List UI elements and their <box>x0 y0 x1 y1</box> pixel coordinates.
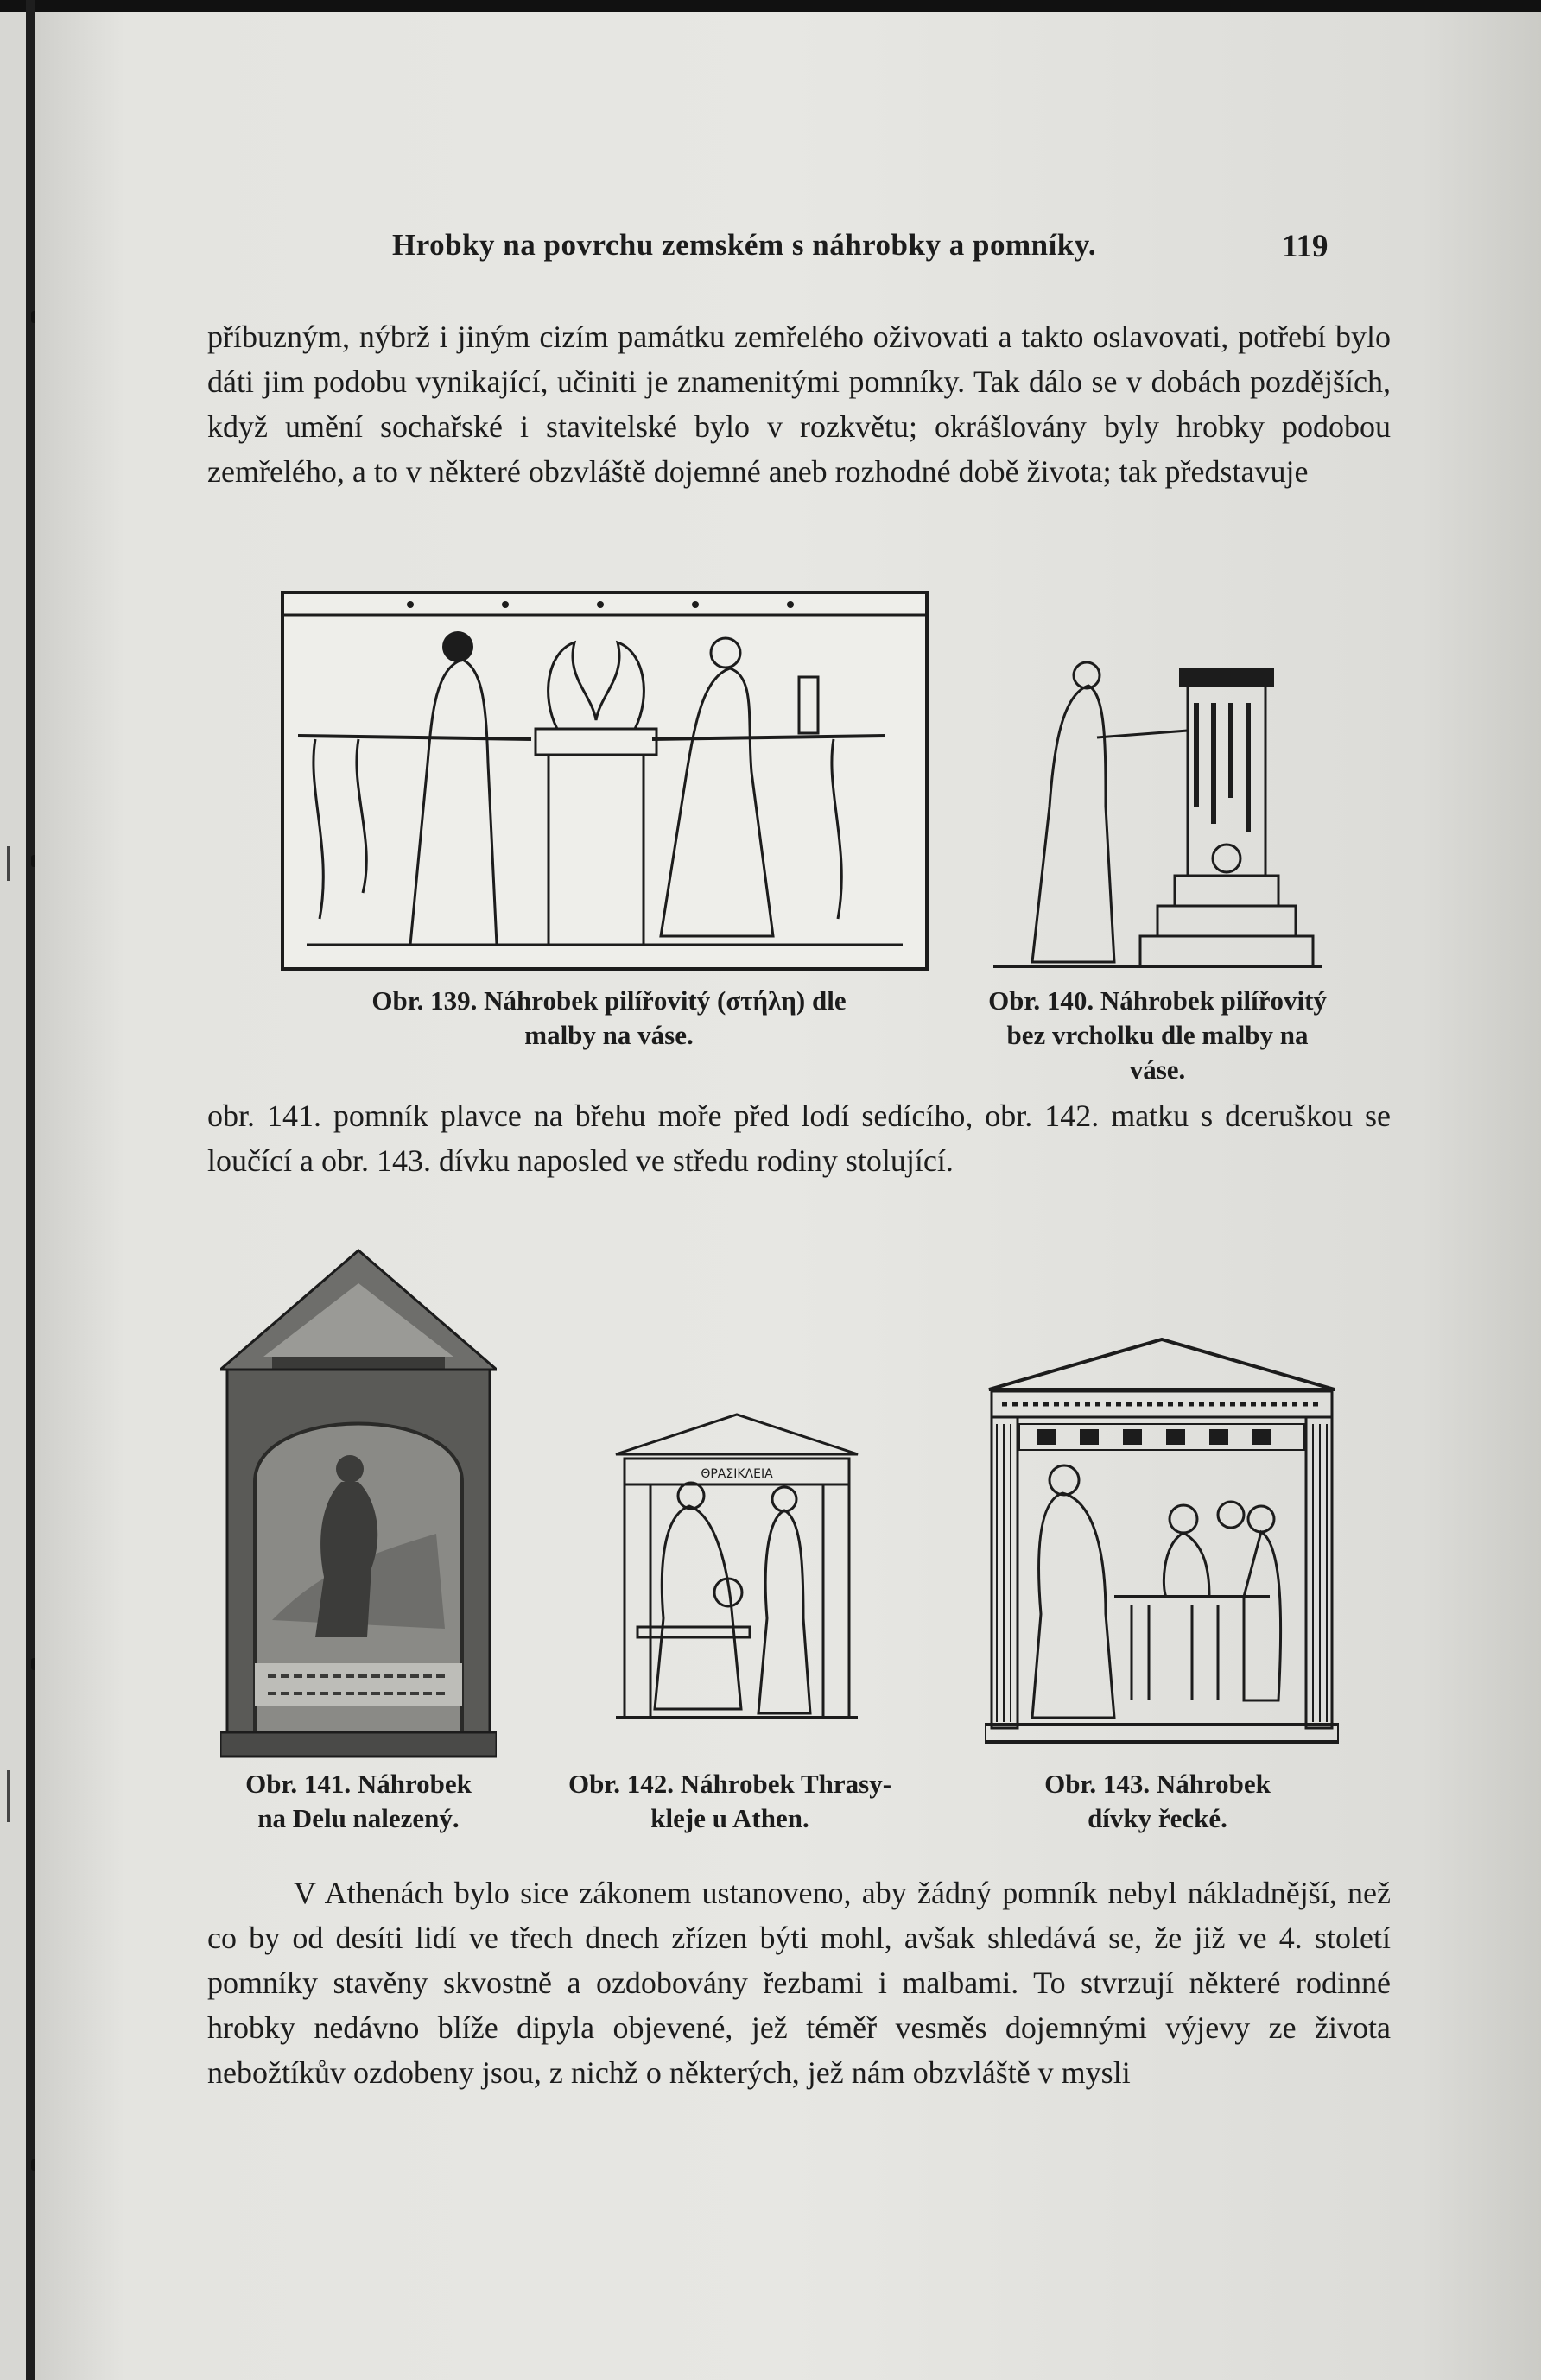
figure-143-caption-line2: dívky řecké. <box>1088 1803 1227 1833</box>
margin-tick <box>7 1770 10 1822</box>
figure-139-caption-line2: malby na váse. <box>524 1020 694 1050</box>
paragraph-3: V Athenách bylo sice zákonem ustanoveno, aby žádný pomník nebyl nákladnější, než co by od desíti lidí ve třech dnech zřízen býti mohl, avšak shledává se, že již ve 4. století pomníky stavěny skvostně a ozdobovány řezbami i malbami. To stvrzují některé rodinné hrobky nedávno blíže dipyla objevené, jež téměř vesměs dojemnými výjevy ze života nebožtíkův ozdobeny jsou, z nichž o některých, jež nám obzvláště v mysli <box>207 1876 1391 2090</box>
figure-140-caption-line1: Obr. 140. Náhrobek pilířovitý <box>988 985 1327 1016</box>
figure-142 <box>612 1411 862 1731</box>
scan-border-top <box>0 0 1541 12</box>
figure-139-caption-line1: Obr. 139. Náhrobek pilířovitý (στήλη) dle <box>371 985 847 1016</box>
paragraph-2: obr. 141. pomník plavce na břehu moře před lodí sedícího, obr. 142. matku s dceruškou se loučící a obr. 143. dívku naposled ve středu rodiny stolující. <box>207 1098 1391 1178</box>
figure-141 <box>220 1249 497 1758</box>
greek-girl-stele-illustration <box>985 1338 1339 1744</box>
figure-141-caption-line2: na Delu nalezený. <box>257 1803 460 1833</box>
figure-142-caption-line2: kleje u Athen. <box>650 1803 809 1833</box>
figure-143-caption-line1: Obr. 143. Náhrobek <box>1044 1769 1271 1799</box>
vase-painting-illustration <box>281 591 929 971</box>
paragraph-1: příbuzným, nýbrž i jiným cizím památku zemřelého oživovati a takto oslavovati, potřebí bylo dáti jim podobu vynikající, učiniti je znamenitými pomníky. Tak dálo se v dobách pozdějších, když umění sochařské i stavitelské bylo v rozkvětu; okrášlovány byly hrobky podobou zemřelého, a to v některé obzvláště dojemné aneb rozhodné době života; tak představuje <box>207 320 1391 489</box>
figure-139-caption <box>285 984 933 1053</box>
figure-139 <box>281 591 929 971</box>
figure-142-caption <box>566 1767 894 1836</box>
thrasykleia-stele-illustration <box>612 1411 862 1731</box>
figure-140-caption <box>976 984 1339 1087</box>
running-title: Hrobky na povrchu zemském s náhrobky a pomníky. <box>392 228 1097 262</box>
figure-143 <box>985 1338 1339 1744</box>
figure-141-caption-line1: Obr. 141. Náhrobek <box>245 1769 472 1799</box>
book-page <box>35 12 1541 2380</box>
book-spine-edge <box>26 0 35 2380</box>
delos-stele-illustration <box>220 1249 497 1758</box>
margin-tick <box>7 846 10 881</box>
stele-without-top-illustration <box>985 651 1322 971</box>
figure-141-caption <box>203 1767 514 1836</box>
page-number: 119 <box>1282 229 1329 264</box>
figure-140-caption-line2: bez vrcholku dle malby na váse. <box>1006 1020 1309 1085</box>
page-header <box>35 228 1541 268</box>
figure-143-caption <box>976 1767 1339 1836</box>
stele-inscription: ΘΡΑΣΙΚΛΕΙΑ <box>701 1467 773 1481</box>
figure-140 <box>985 651 1322 971</box>
figure-142-caption-line1: Obr. 142. Náhrobek Thrasy- <box>568 1769 892 1799</box>
